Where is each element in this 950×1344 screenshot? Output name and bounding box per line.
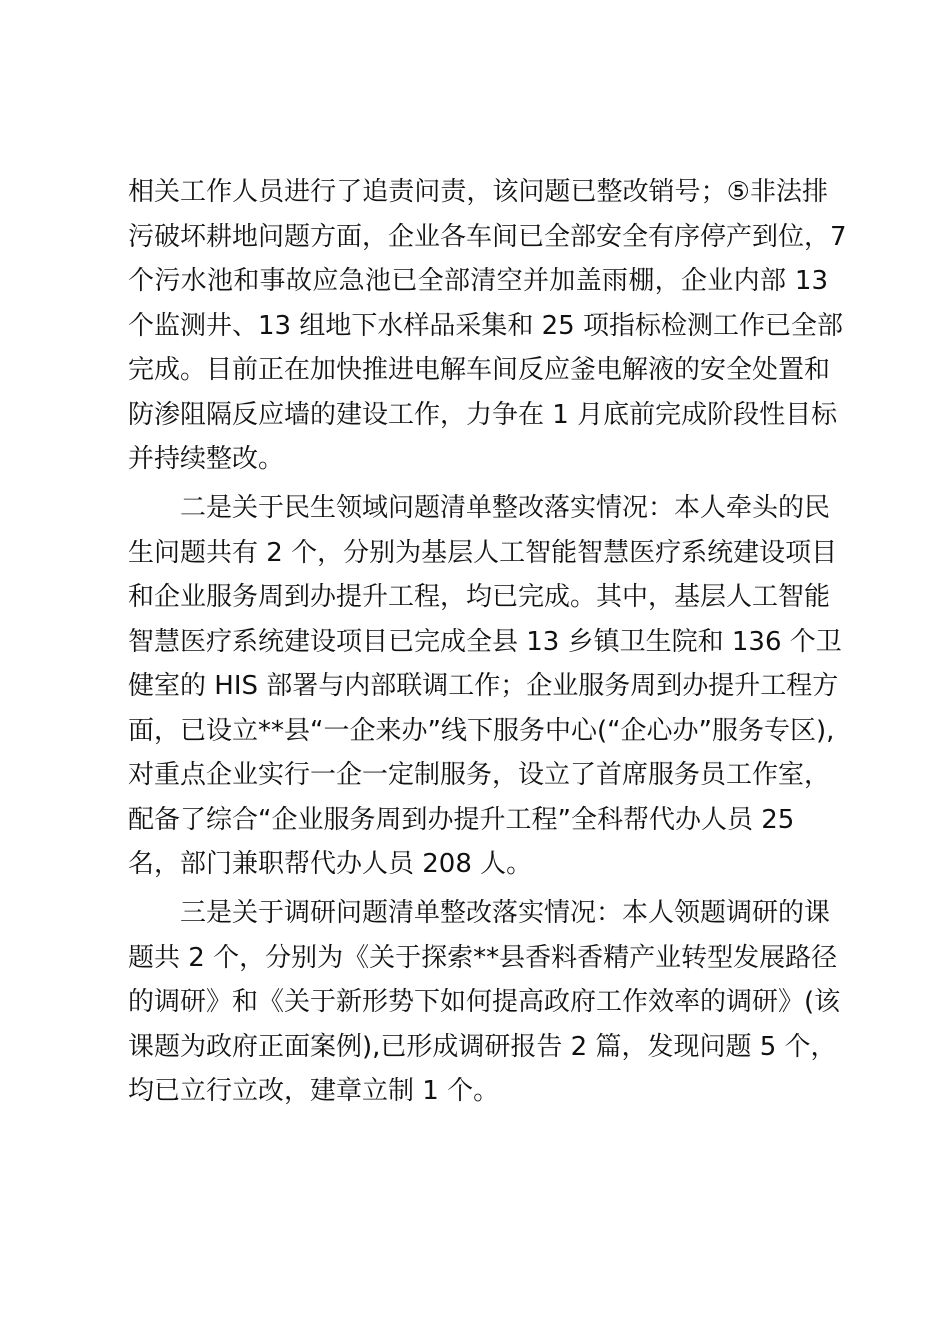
paragraph-line: 个监测井、13 组地下水样品采集和 25 项指标检测工作已全部 xyxy=(128,310,843,341)
paragraph-line: 面，已设立**县“一企来办”线下服务中心(“企心办”服务专区), xyxy=(128,715,835,746)
paragraph-line: 智慧医疗系统建设项目已完成全县 13 乡镇卫生院和 136 个卫 xyxy=(128,626,842,657)
paragraph-line: 名，部门兼职帮代办人员 208 人。 xyxy=(128,849,533,879)
paragraph-line: 污破坏耕地问题方面，企业各车间已全部安全有序停产到位，7 xyxy=(128,221,847,252)
paragraph-line: 完成。目前正在加快推进电解车间反应釜电解液的安全处置和 xyxy=(128,355,831,385)
paragraph-line: 的调研》和《关于新形势下如何提高政府工作效率的调研》(该 xyxy=(128,987,841,1017)
paragraph-line: 并持续整改。 xyxy=(128,444,285,474)
paragraph-research-issues xyxy=(128,891,841,1114)
paragraph-ecological-issues xyxy=(128,170,847,482)
paragraph-line: 生问题共有 2 个，分别为基层人工智能智慧医疗系统建设项目 xyxy=(128,537,838,568)
paragraph-line: 课题为政府正面案例),已形成调研报告 2 篇，发现问题 5 个， xyxy=(128,1031,837,1062)
paragraph-line: 均已立行立改，建章立制 1 个。 xyxy=(128,1076,500,1106)
paragraph-line: 和企业服务周到办提升工程，均已完成。其中，基层人工智能 xyxy=(128,582,831,612)
paragraph-line: 个污水池和事故应急池已全部清空并加盖雨棚，企业内部 13 xyxy=(128,266,828,296)
paragraph-line: 防渗阻隔反应墙的建设工作，力争在 1 月底前完成阶段性目标 xyxy=(128,399,838,430)
paragraph-line: 二是关于民生领域问题清单整改落实情况：本人牵头的民 xyxy=(180,493,831,523)
paragraph-line: 对重点企业实行一企一定制服务，设立了首席服务员工作室， xyxy=(128,760,831,790)
paragraph-line: 配备了综合“企业服务周到办提升工程”全科帮代办人员 25 xyxy=(128,804,795,835)
paragraph-livelihood-issues xyxy=(128,486,842,887)
paragraph-line: 健室的 HIS 部署与内部联调工作；企业服务周到办提升工程方 xyxy=(128,671,839,701)
paragraph-line: 三是关于调研问题清单整改落实情况：本人领题调研的课 xyxy=(180,898,831,928)
paragraph-line: 题共 2 个，分别为《关于探索**县香料香精产业转型发展路径 xyxy=(128,942,838,973)
paragraph-line: 相关工作人员进行了追责问责，该问题已整改销号；⑤非法排 xyxy=(128,177,828,207)
